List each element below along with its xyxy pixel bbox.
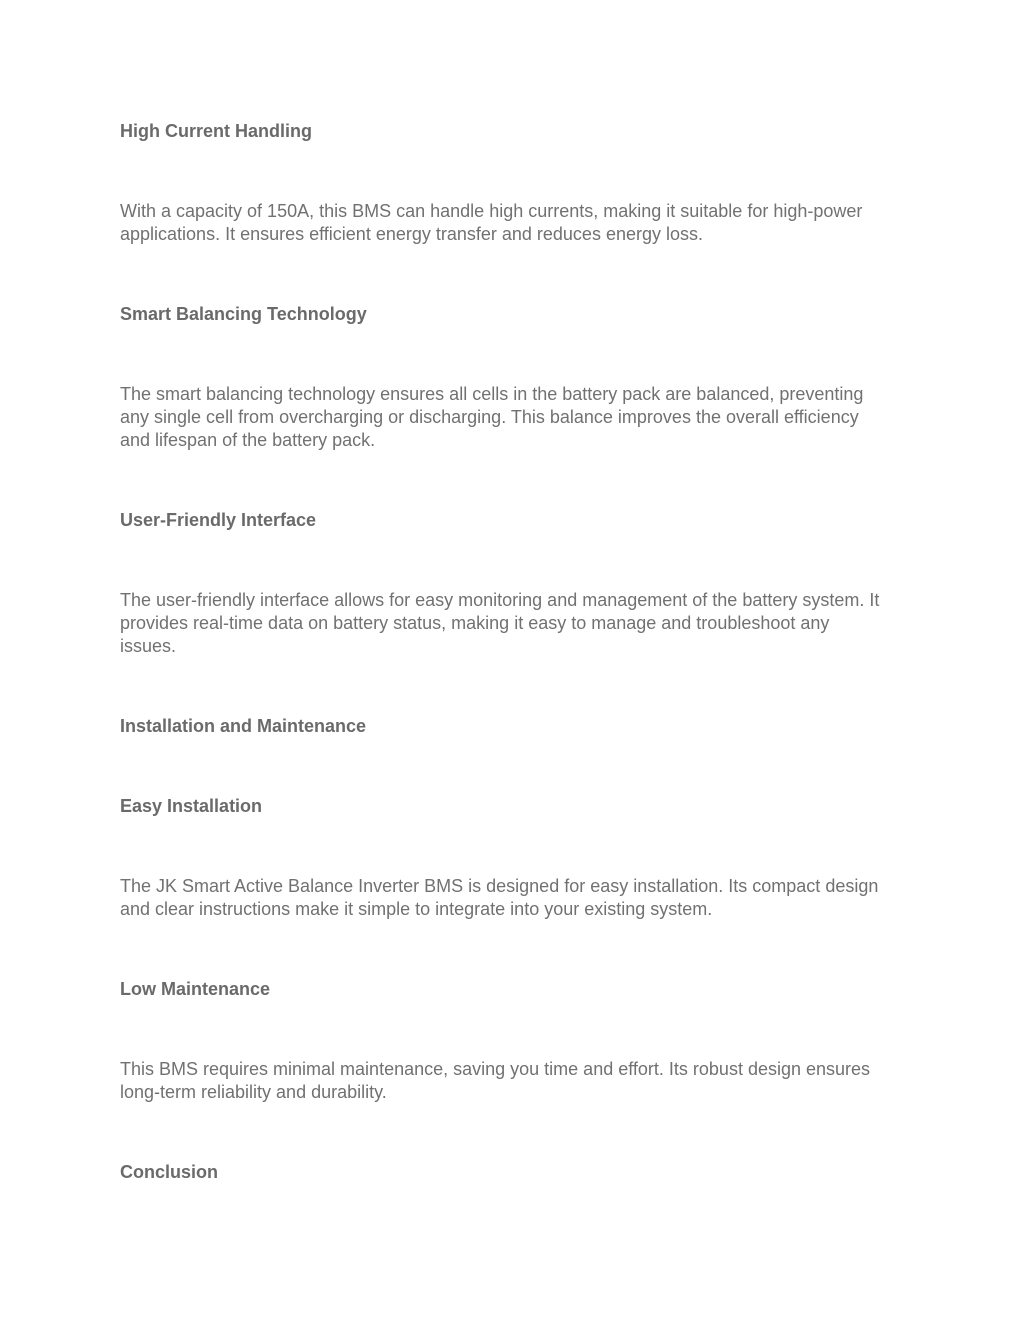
- section-heading-conclusion: Conclusion: [120, 1162, 218, 1182]
- section-body-smart-balancing-technology: The smart balancing technology ensures all cells in the battery pack are balanced, preventing any single cell from overcharging or discharging. This balance improves the overall efficiency and lifespan of the battery pack.: [120, 384, 864, 450]
- section-heading-installation-and-maintenance: Installation and Maintenance: [120, 716, 367, 736]
- section-heading-smart-balancing-technology: Smart Balancing Technology: [120, 304, 367, 324]
- section-heading-easy-installation: Easy Installation: [120, 796, 263, 816]
- section-heading-user-friendly-interface: User-Friendly Interface: [120, 510, 317, 530]
- section-body-user-friendly-interface: The user-friendly interface allows for easy monitoring and management of the battery system. It provides real-time data on battery status, making it easy to manage and troubleshoot any issues.: [120, 590, 880, 656]
- section-heading-high-current-handling: High Current Handling: [120, 121, 312, 141]
- section-body-easy-installation: The JK Smart Active Balance Inverter BMS is designed for easy installation. Its compact design and clear instructions make it simple to integrate into your existing system.: [120, 876, 879, 919]
- section-heading-low-maintenance: Low Maintenance: [120, 979, 271, 999]
- section-body-low-maintenance: This BMS requires minimal maintenance, saving you time and effort. Its robust design ensures long-term reliability and durability.: [120, 1059, 871, 1102]
- section-body-high-current-handling: With a capacity of 150A, this BMS can handle high currents, making it suitable for high-power applications. It ensures efficient energy transfer and reduces energy loss.: [120, 201, 863, 244]
